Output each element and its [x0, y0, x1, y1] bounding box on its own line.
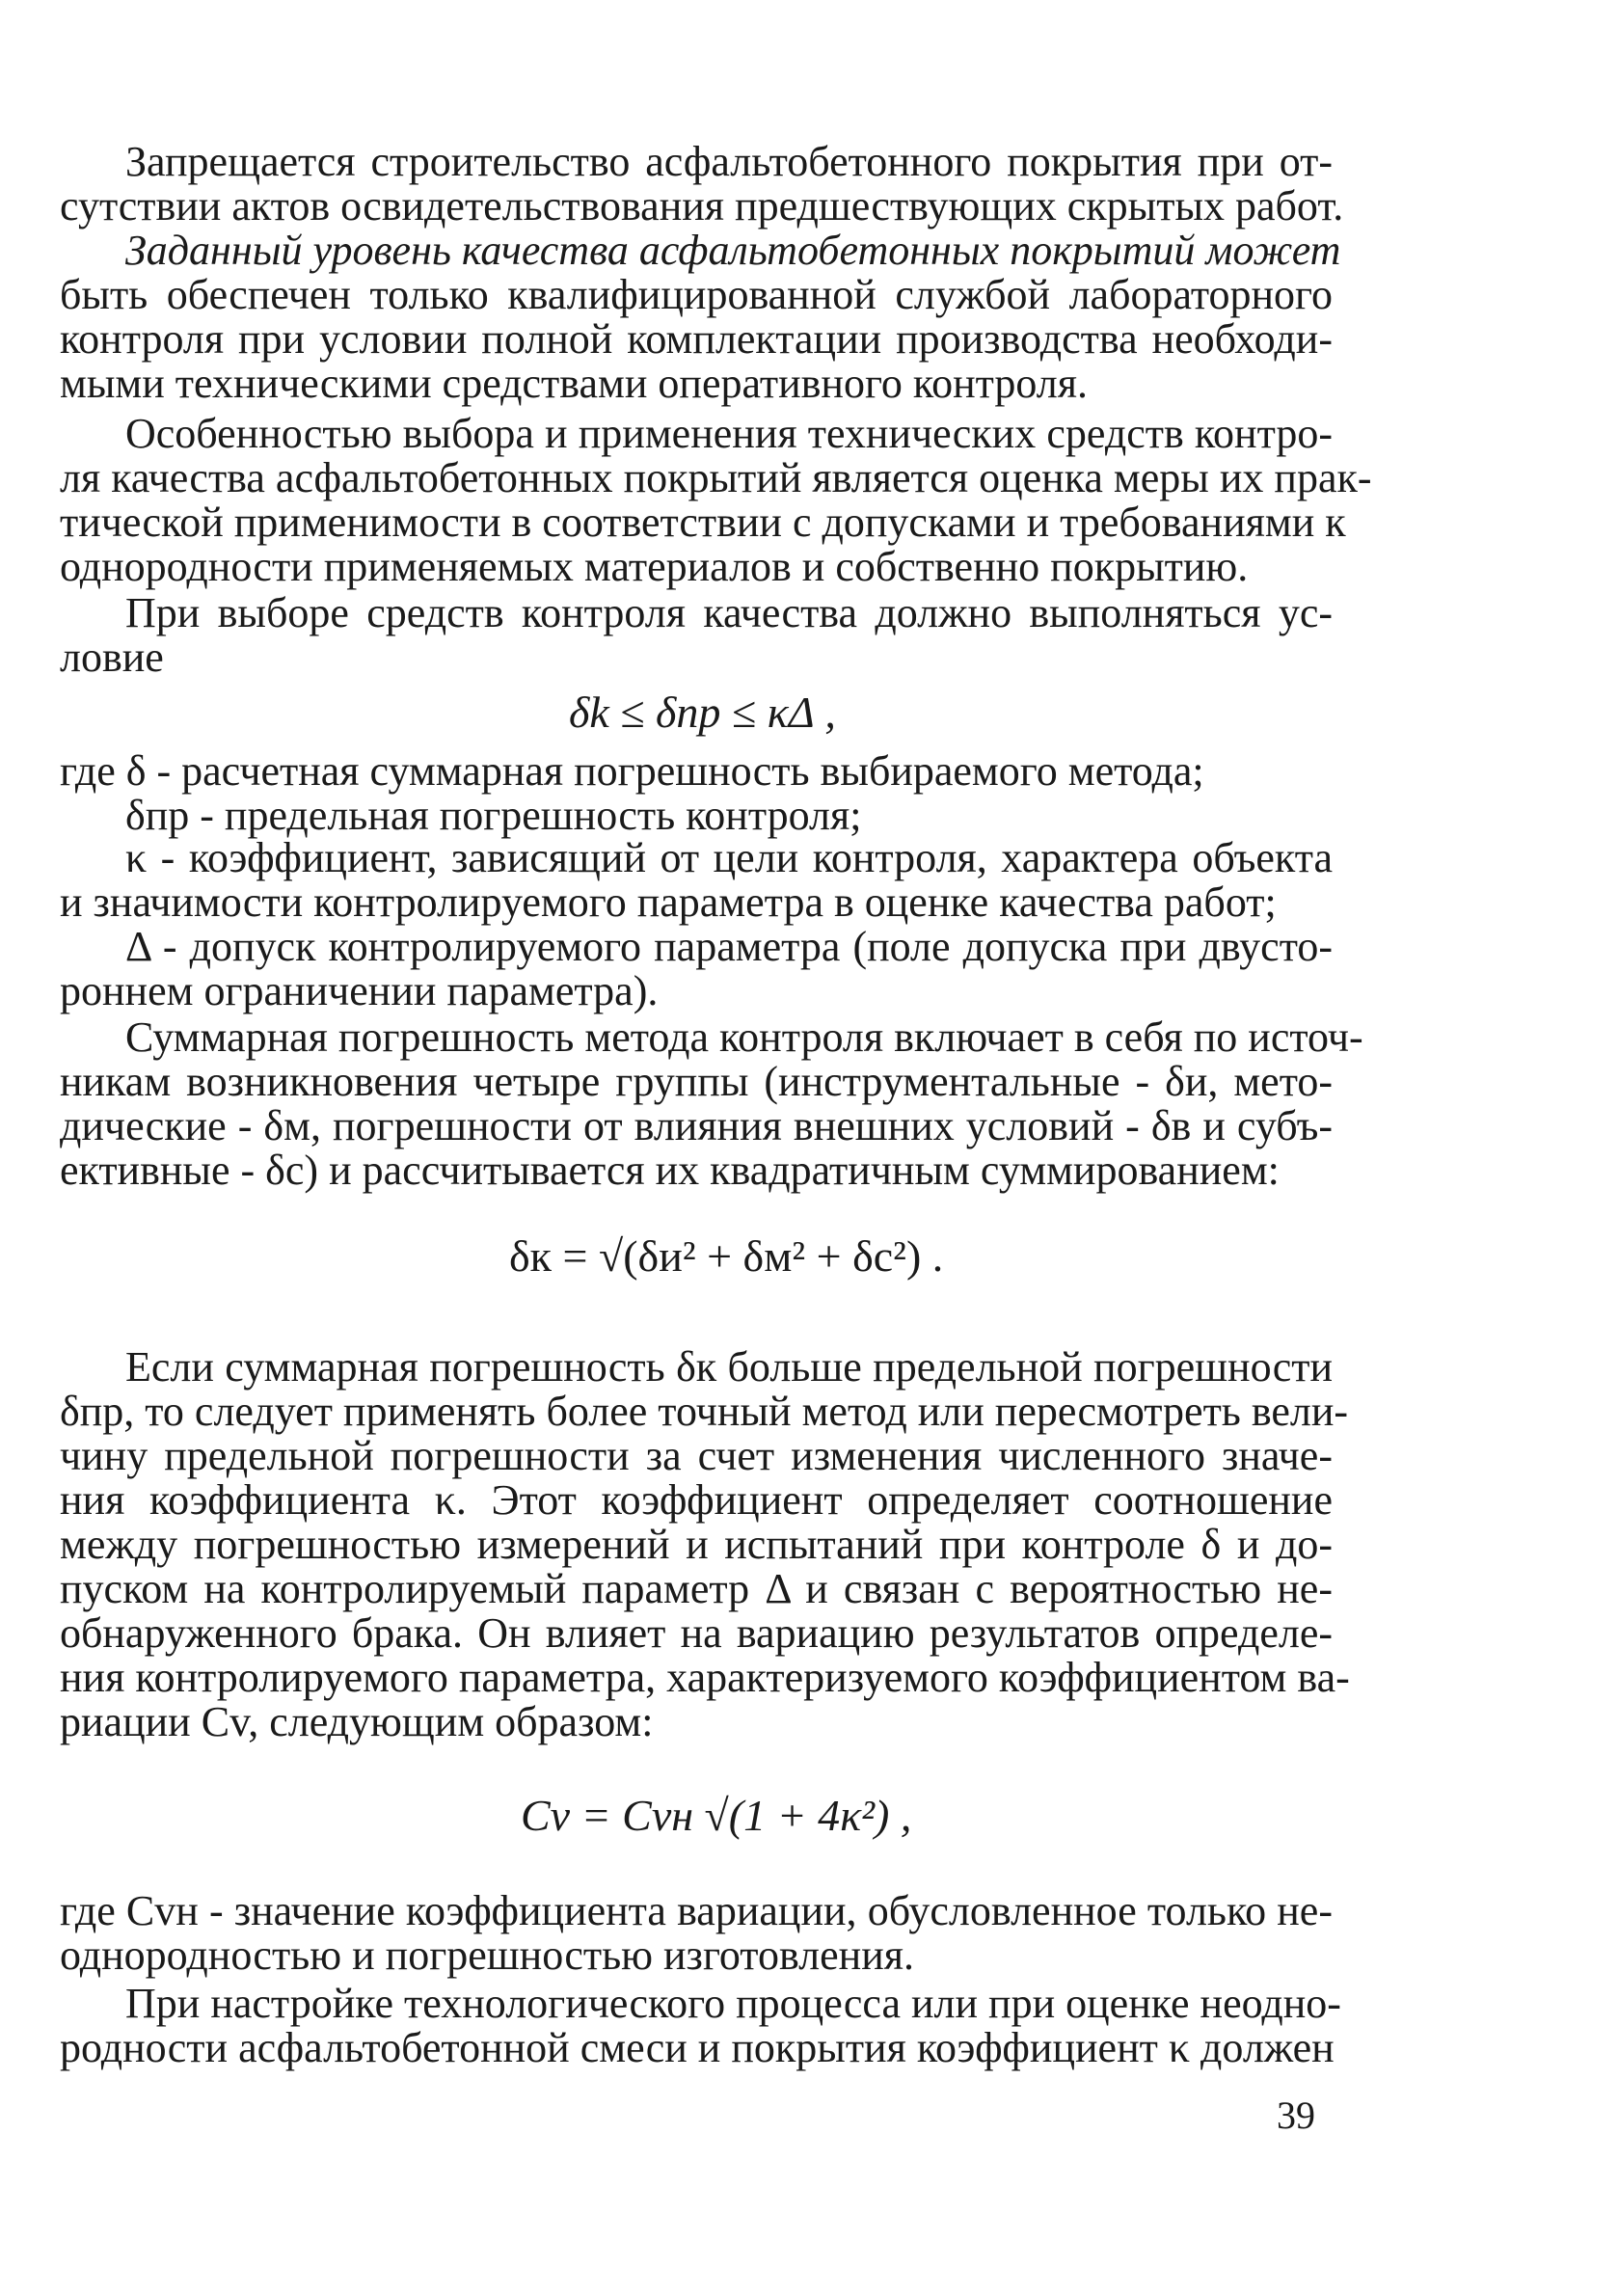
text-line: никам возникновения четыре группы (инструментальные - δи, мето- [60, 1058, 1333, 1105]
text-line: Особенностью выбора и применения технических средств контро- [125, 410, 1333, 457]
text-line: Δ - допуск контролируемого параметра (поле допуска при двусто- [125, 923, 1333, 970]
text-line: Суммарная погрешность метода контроля включает в себя по источ- [125, 1013, 1363, 1061]
text-line: роннем ограничении параметра). [60, 967, 659, 1014]
text-line: Если суммарная погрешность δк больше предельной погрешности [125, 1343, 1333, 1391]
text-line: однородности применяемых материалов и собственно покрытию. [60, 543, 1249, 590]
text-line: δпр, то следует применять более точный метод или пересмотреть вели- [60, 1388, 1349, 1435]
formula-text: δk ≤ δпр ≤ κΔ , [569, 688, 836, 737]
formula-inequality [569, 687, 836, 738]
text-line: κ - коэффициент, зависящий от цели контроля, характера объекта [125, 834, 1333, 881]
text-line: родности асфальтобетонной смеси и покрытия коэффициент κ должен [60, 2024, 1335, 2071]
formula-text: Cv = Cvн √(1 + 4κ²) , [521, 1791, 912, 1840]
text-line: и значимости контролируемого параметра в оценке качества работ; [60, 878, 1277, 926]
text-line: где δ - расчетная суммарная погрешность выбираемого метода; [60, 747, 1204, 795]
text-line: где Cvн - значение коэффициента вариации, обусловленное только не- [60, 1887, 1333, 1934]
text-line: сутствии актов освидетельствования предшествующих скрытых работ. [60, 182, 1344, 230]
text-line: между погрешностью измерений и испытаний при контроле δ и до- [60, 1521, 1333, 1568]
text-line: чину предельной погрешности за счет изменения численного значе- [60, 1432, 1333, 1479]
text-line: ективные - δс) и рассчитывается их квадратичным суммированием: [60, 1147, 1280, 1194]
text-line: быть обеспечен только квалифицированной службой лабораторного [60, 271, 1333, 318]
text-line: пуском на контролируемый параметр Δ и связан с вероятностью не- [60, 1565, 1333, 1612]
formula-total-error [509, 1230, 943, 1282]
text-line: контроля при условии полной комплектации производства необходи- [60, 315, 1333, 363]
formula-variation [521, 1790, 911, 1841]
text-line: При настройке технологического процесса или при оценке неодно- [125, 1980, 1341, 2027]
text-line: Запрещается строительство асфальтобетонного покрытия при от- [125, 138, 1333, 185]
text-line: однородностью и погрешностью изготовления. [60, 1931, 914, 1979]
text-line: мыми техническими средствами оперативного контроля. [60, 360, 1088, 407]
text-line: ния контролируемого параметра, характеризуемого коэффициентом ва- [60, 1654, 1350, 1701]
formula-text: δк = √(δи² + δм² + δс²) . [509, 1231, 944, 1281]
text-line: При выборе средств контроля качества должно выполняться ус- [125, 589, 1333, 636]
text-line: ля качества асфальтобетонных покрытий является оценка меры их прак- [60, 454, 1372, 501]
text-line: ловие [60, 634, 164, 681]
text-line: риации Cv, следующим образом: [60, 1698, 654, 1745]
text-line: тической применимости в соответствии с допусками и требованиями к [60, 499, 1346, 546]
text-line: ния коэффициента κ. Этот коэффициент определяет соотношение [60, 1476, 1333, 1524]
text-line-italic: Заданный уровень качества асфальтобетонных покрытий может [125, 227, 1341, 274]
text-line: дические - δм, погрешности от влияния внешних условий - δв и субъ- [60, 1102, 1333, 1149]
page-number: 39 [1277, 2093, 1315, 2137]
text-line: δпр - предельная погрешность контроля; [125, 792, 862, 839]
text-line: обнаруженного брака. Он влияет на вариацию результатов определе- [60, 1609, 1333, 1657]
